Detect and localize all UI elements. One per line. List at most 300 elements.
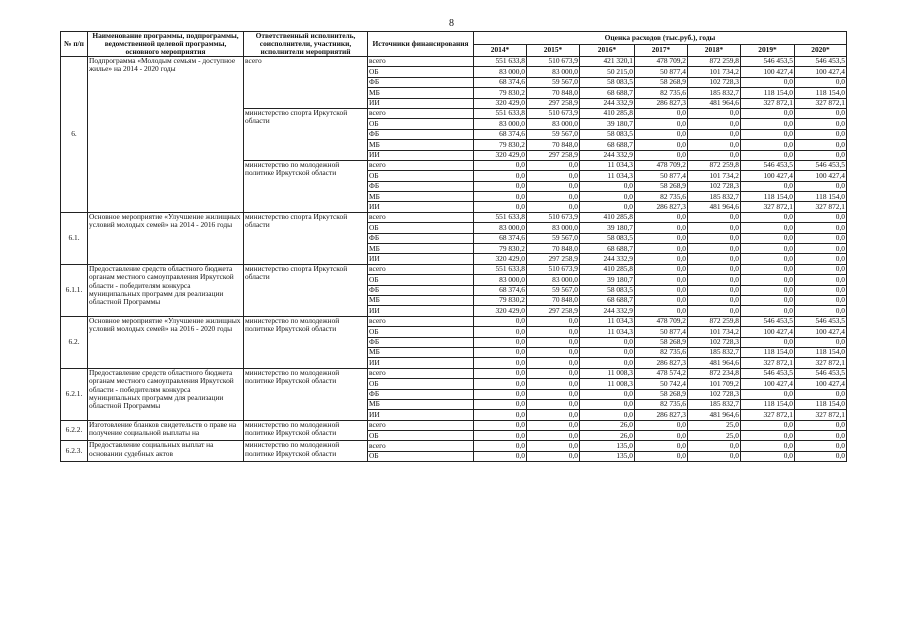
amount-cell: 50 877,4 bbox=[635, 327, 688, 337]
amount-cell: 83 000,0 bbox=[527, 67, 580, 77]
amount-cell: 0,0 bbox=[741, 441, 795, 451]
amount-cell: 0,0 bbox=[580, 347, 635, 357]
amount-cell: 0,0 bbox=[474, 202, 527, 212]
amount-cell: 100 427,4 bbox=[741, 379, 795, 389]
amount-cell: 0,0 bbox=[474, 410, 527, 420]
header-year: 2018* bbox=[688, 44, 741, 57]
amount-cell: 297 258,9 bbox=[527, 150, 580, 160]
amount-cell: 58 083,5 bbox=[580, 77, 635, 87]
header-year: 2017* bbox=[635, 44, 688, 57]
amount-cell: 0,0 bbox=[474, 389, 527, 399]
amount-cell: 510 673,9 bbox=[527, 108, 580, 118]
amount-cell: 286 827,3 bbox=[635, 410, 688, 420]
amount-cell: 0,0 bbox=[688, 264, 741, 274]
amount-cell: 327 872,1 bbox=[741, 98, 795, 108]
header-year: 2019* bbox=[741, 44, 795, 57]
amount-cell: 551 633,8 bbox=[474, 57, 527, 67]
amount-cell: 0,0 bbox=[795, 451, 847, 461]
funding-source: всего bbox=[368, 264, 474, 274]
amount-cell: 0,0 bbox=[741, 223, 795, 233]
funding-source: МБ bbox=[368, 88, 474, 98]
amount-cell: 68 688,7 bbox=[580, 295, 635, 305]
item-number: 6.1.1. bbox=[61, 264, 88, 316]
amount-cell: 118 154,0 bbox=[795, 88, 847, 98]
amount-cell: 0,0 bbox=[688, 129, 741, 139]
funding-source: ОБ bbox=[368, 431, 474, 441]
amount-cell: 551 633,8 bbox=[474, 212, 527, 222]
funding-source: ФБ bbox=[368, 337, 474, 347]
funding-source: МБ bbox=[368, 192, 474, 202]
amount-cell: 546 453,5 bbox=[795, 160, 847, 170]
funding-source: ОБ bbox=[368, 223, 474, 233]
amount-cell: 185 832,7 bbox=[688, 192, 741, 202]
amount-cell: 0,0 bbox=[474, 171, 527, 181]
amount-cell: 0,0 bbox=[635, 140, 688, 150]
header-source: Источники финансирования bbox=[368, 32, 474, 57]
amount-cell: 70 848,0 bbox=[527, 88, 580, 98]
amount-cell: 0,0 bbox=[527, 202, 580, 212]
amount-cell: 25,0 bbox=[688, 420, 741, 430]
funding-source: МБ bbox=[368, 295, 474, 305]
amount-cell: 0,0 bbox=[474, 316, 527, 326]
amount-cell: 118 154,0 bbox=[741, 192, 795, 202]
amount-cell: 102 728,3 bbox=[688, 181, 741, 191]
amount-cell: 0,0 bbox=[580, 358, 635, 368]
amount-cell: 0,0 bbox=[741, 140, 795, 150]
funding-source: всего bbox=[368, 57, 474, 67]
amount-cell: 185 832,7 bbox=[688, 347, 741, 357]
item-name: Основное мероприятие «Улучшение жилищных условий молодых семей» на 2016 - 2020 годы bbox=[88, 316, 244, 368]
amount-cell: 0,0 bbox=[527, 171, 580, 181]
funding-source: ИИ bbox=[368, 202, 474, 212]
funding-source: МБ bbox=[368, 347, 474, 357]
amount-cell: 26,0 bbox=[580, 431, 635, 441]
responsible-executor: министерство спорта Иркутской области bbox=[244, 212, 368, 264]
header-responsible: Ответственный исполнитель, соисполнители, участники, исполнители мероприятий bbox=[244, 32, 368, 57]
amount-cell: 0,0 bbox=[635, 275, 688, 285]
amount-cell: 0,0 bbox=[527, 368, 580, 378]
amount-cell: 79 830,2 bbox=[474, 244, 527, 254]
amount-cell: 0,0 bbox=[795, 275, 847, 285]
amount-cell: 50 215,0 bbox=[580, 67, 635, 77]
amount-cell: 185 832,7 bbox=[688, 399, 741, 409]
amount-cell: 244 332,9 bbox=[580, 254, 635, 264]
amount-cell: 26,0 bbox=[580, 420, 635, 430]
amount-cell: 551 633,8 bbox=[474, 264, 527, 274]
amount-cell: 11 034,3 bbox=[580, 171, 635, 181]
amount-cell: 0,0 bbox=[795, 223, 847, 233]
amount-cell: 286 827,3 bbox=[635, 98, 688, 108]
amount-cell: 410 285,8 bbox=[580, 212, 635, 222]
amount-cell: 0,0 bbox=[795, 244, 847, 254]
amount-cell: 0,0 bbox=[688, 295, 741, 305]
amount-cell: 0,0 bbox=[688, 306, 741, 316]
amount-cell: 82 735,6 bbox=[635, 399, 688, 409]
amount-cell: 0,0 bbox=[474, 337, 527, 347]
amount-cell: 11 008,3 bbox=[580, 379, 635, 389]
amount-cell: 50 877,4 bbox=[635, 67, 688, 77]
amount-cell: 0,0 bbox=[795, 150, 847, 160]
funding-source: МБ bbox=[368, 399, 474, 409]
amount-cell: 0,0 bbox=[474, 431, 527, 441]
item-number: 6.2. bbox=[61, 316, 88, 368]
amount-cell: 0,0 bbox=[795, 295, 847, 305]
amount-cell: 11 034,3 bbox=[580, 327, 635, 337]
funding-source: ИИ bbox=[368, 150, 474, 160]
amount-cell: 68 688,7 bbox=[580, 140, 635, 150]
funding-source: всего bbox=[368, 160, 474, 170]
amount-cell: 0,0 bbox=[635, 420, 688, 430]
funding-source: ОБ bbox=[368, 119, 474, 129]
amount-cell: 118 154,0 bbox=[795, 399, 847, 409]
amount-cell: 0,0 bbox=[635, 119, 688, 129]
amount-cell: 100 427,4 bbox=[795, 171, 847, 181]
amount-cell: 0,0 bbox=[688, 212, 741, 222]
header-year: 2014* bbox=[474, 44, 527, 57]
amount-cell: 0,0 bbox=[741, 389, 795, 399]
amount-cell: 244 332,9 bbox=[580, 98, 635, 108]
amount-cell: 0,0 bbox=[741, 275, 795, 285]
amount-cell: 872 259,8 bbox=[688, 316, 741, 326]
header-expenses-group: Оценка расходов (тыс.руб.), годы bbox=[474, 32, 847, 45]
amount-cell: 100 427,4 bbox=[741, 327, 795, 337]
amount-cell: 83 000,0 bbox=[527, 119, 580, 129]
item-number: 6.2.2. bbox=[61, 420, 88, 441]
amount-cell: 59 567,0 bbox=[527, 77, 580, 87]
amount-cell: 0,0 bbox=[688, 119, 741, 129]
amount-cell: 0,0 bbox=[635, 451, 688, 461]
amount-cell: 0,0 bbox=[741, 212, 795, 222]
amount-cell: 0,0 bbox=[527, 399, 580, 409]
amount-cell: 421 320,1 bbox=[580, 57, 635, 67]
header-num: № п/п bbox=[61, 32, 88, 57]
amount-cell: 0,0 bbox=[527, 431, 580, 441]
amount-cell: 0,0 bbox=[580, 202, 635, 212]
amount-cell: 327 872,1 bbox=[741, 358, 795, 368]
amount-cell: 0,0 bbox=[474, 327, 527, 337]
amount-cell: 0,0 bbox=[474, 192, 527, 202]
amount-cell: 546 453,5 bbox=[741, 57, 795, 67]
amount-cell: 0,0 bbox=[527, 181, 580, 191]
amount-cell: 0,0 bbox=[474, 451, 527, 461]
amount-cell: 297 258,9 bbox=[527, 306, 580, 316]
amount-cell: 872 234,8 bbox=[688, 368, 741, 378]
amount-cell: 0,0 bbox=[688, 275, 741, 285]
responsible-executor: министерство спорта Иркутской области bbox=[244, 108, 368, 160]
amount-cell: 0,0 bbox=[527, 347, 580, 357]
amount-cell: 0,0 bbox=[795, 420, 847, 430]
responsible-executor: министерство по молодежной политике Иркутской области bbox=[244, 368, 368, 420]
amount-cell: 546 453,5 bbox=[741, 316, 795, 326]
amount-cell: 118 154,0 bbox=[795, 192, 847, 202]
amount-cell: 0,0 bbox=[741, 254, 795, 264]
amount-cell: 68 374,6 bbox=[474, 77, 527, 87]
amount-cell: 83 000,0 bbox=[474, 119, 527, 129]
amount-cell: 0,0 bbox=[741, 244, 795, 254]
item-number: 6.1. bbox=[61, 212, 88, 264]
amount-cell: 0,0 bbox=[688, 244, 741, 254]
amount-cell: 101 734,2 bbox=[688, 67, 741, 77]
amount-cell: 101 734,2 bbox=[688, 327, 741, 337]
amount-cell: 100 427,4 bbox=[741, 67, 795, 77]
amount-cell: 68 374,6 bbox=[474, 233, 527, 243]
amount-cell: 0,0 bbox=[527, 389, 580, 399]
amount-cell: 0,0 bbox=[527, 358, 580, 368]
amount-cell: 0,0 bbox=[527, 192, 580, 202]
header-year: 2015* bbox=[527, 44, 580, 57]
amount-cell: 102 728,3 bbox=[688, 77, 741, 87]
funding-source: ФБ bbox=[368, 389, 474, 399]
item-name: Предоставление средств областного бюджета органам местного самоуправления Иркутской области - победителям конкурса муниципальных программ для реализации областной Программы bbox=[88, 368, 244, 420]
amount-cell: 0,0 bbox=[527, 420, 580, 430]
amount-cell: 0,0 bbox=[688, 233, 741, 243]
amount-cell: 100 427,4 bbox=[795, 67, 847, 77]
amount-cell: 0,0 bbox=[635, 441, 688, 451]
amount-cell: 0,0 bbox=[795, 264, 847, 274]
amount-cell: 0,0 bbox=[741, 77, 795, 87]
amount-cell: 0,0 bbox=[688, 150, 741, 160]
table-row bbox=[61, 368, 847, 378]
amount-cell: 327 872,1 bbox=[795, 358, 847, 368]
amount-cell: 58 268,9 bbox=[635, 337, 688, 347]
amount-cell: 185 832,7 bbox=[688, 88, 741, 98]
amount-cell: 0,0 bbox=[580, 389, 635, 399]
page-number: 8 bbox=[449, 18, 454, 29]
amount-cell: 0,0 bbox=[795, 181, 847, 191]
funding-source: ФБ bbox=[368, 77, 474, 87]
amount-cell: 0,0 bbox=[741, 108, 795, 118]
funding-source: ИИ bbox=[368, 410, 474, 420]
funding-source: МБ bbox=[368, 140, 474, 150]
amount-cell: 320 429,0 bbox=[474, 306, 527, 316]
amount-cell: 320 429,0 bbox=[474, 254, 527, 264]
amount-cell: 0,0 bbox=[795, 233, 847, 243]
amount-cell: 0,0 bbox=[635, 264, 688, 274]
funding-source: всего bbox=[368, 212, 474, 222]
amount-cell: 0,0 bbox=[688, 108, 741, 118]
amount-cell: 0,0 bbox=[741, 181, 795, 191]
amount-cell: 0,0 bbox=[795, 119, 847, 129]
amount-cell: 478 574,2 bbox=[635, 368, 688, 378]
table-row bbox=[61, 441, 847, 451]
funding-source: ОБ bbox=[368, 275, 474, 285]
amount-cell: 320 429,0 bbox=[474, 98, 527, 108]
amount-cell: 327 872,1 bbox=[741, 202, 795, 212]
amount-cell: 70 848,0 bbox=[527, 295, 580, 305]
amount-cell: 297 258,9 bbox=[527, 98, 580, 108]
funding-source: ФБ bbox=[368, 285, 474, 295]
responsible-executor: министерство спорта Иркутской области bbox=[244, 264, 368, 316]
amount-cell: 58 268,9 bbox=[635, 77, 688, 87]
amount-cell: 102 728,3 bbox=[688, 389, 741, 399]
amount-cell: 118 154,0 bbox=[741, 88, 795, 98]
amount-cell: 410 285,8 bbox=[580, 264, 635, 274]
funding-source: ОБ bbox=[368, 171, 474, 181]
amount-cell: 0,0 bbox=[527, 441, 580, 451]
amount-cell: 546 453,5 bbox=[741, 160, 795, 170]
funding-source: ИИ bbox=[368, 254, 474, 264]
amount-cell: 0,0 bbox=[741, 451, 795, 461]
amount-cell: 0,0 bbox=[527, 160, 580, 170]
amount-cell: 11 034,3 bbox=[580, 160, 635, 170]
amount-cell: 0,0 bbox=[795, 441, 847, 451]
amount-cell: 70 848,0 bbox=[527, 244, 580, 254]
amount-cell: 0,0 bbox=[741, 295, 795, 305]
amount-cell: 0,0 bbox=[741, 264, 795, 274]
item-name: Предоставление средств областного бюджета органам местного самоуправления Иркутской области - победителям конкурса муниципальных программ для реализации областной Программы bbox=[88, 264, 244, 316]
amount-cell: 101 734,2 bbox=[688, 171, 741, 181]
amount-cell: 0,0 bbox=[527, 337, 580, 347]
amount-cell: 58 083,5 bbox=[580, 285, 635, 295]
amount-cell: 510 673,9 bbox=[527, 264, 580, 274]
funding-source: ОБ bbox=[368, 327, 474, 337]
amount-cell: 327 872,1 bbox=[795, 410, 847, 420]
amount-cell: 0,0 bbox=[741, 306, 795, 316]
funding-source: ИИ bbox=[368, 358, 474, 368]
amount-cell: 0,0 bbox=[741, 150, 795, 160]
amount-cell: 39 180,7 bbox=[580, 223, 635, 233]
amount-cell: 0,0 bbox=[741, 129, 795, 139]
amount-cell: 481 964,6 bbox=[688, 358, 741, 368]
amount-cell: 11 034,3 bbox=[580, 316, 635, 326]
amount-cell: 0,0 bbox=[474, 160, 527, 170]
amount-cell: 410 285,8 bbox=[580, 108, 635, 118]
funding-source: всего bbox=[368, 108, 474, 118]
amount-cell: 0,0 bbox=[527, 410, 580, 420]
amount-cell: 83 000,0 bbox=[527, 223, 580, 233]
amount-cell: 0,0 bbox=[795, 389, 847, 399]
amount-cell: 118 154,0 bbox=[795, 347, 847, 357]
amount-cell: 100 427,4 bbox=[741, 171, 795, 181]
funding-source: всего bbox=[368, 368, 474, 378]
amount-cell: 0,0 bbox=[795, 337, 847, 347]
amount-cell: 118 154,0 bbox=[741, 399, 795, 409]
amount-cell: 82 735,6 bbox=[635, 347, 688, 357]
amount-cell: 0,0 bbox=[795, 431, 847, 441]
amount-cell: 327 872,1 bbox=[795, 98, 847, 108]
amount-cell: 0,0 bbox=[635, 129, 688, 139]
amount-cell: 58 268,9 bbox=[635, 181, 688, 191]
amount-cell: 0,0 bbox=[527, 327, 580, 337]
amount-cell: 82 735,6 bbox=[635, 88, 688, 98]
table-row bbox=[61, 420, 847, 430]
amount-cell: 0,0 bbox=[795, 254, 847, 264]
amount-cell: 244 332,9 bbox=[580, 306, 635, 316]
amount-cell: 0,0 bbox=[795, 77, 847, 87]
amount-cell: 0,0 bbox=[795, 306, 847, 316]
amount-cell: 58 083,5 bbox=[580, 233, 635, 243]
amount-cell: 286 827,3 bbox=[635, 358, 688, 368]
amount-cell: 0,0 bbox=[635, 254, 688, 264]
table-row bbox=[61, 316, 847, 326]
item-name: Основное мероприятие «Улучшение жилищных условий молодых семей» на 2014 - 2016 годы bbox=[88, 212, 244, 264]
table-row bbox=[61, 264, 847, 274]
amount-cell: 50 742,4 bbox=[635, 379, 688, 389]
amount-cell: 0,0 bbox=[741, 285, 795, 295]
amount-cell: 79 830,2 bbox=[474, 295, 527, 305]
amount-cell: 244 332,9 bbox=[580, 150, 635, 160]
amount-cell: 118 154,0 bbox=[741, 347, 795, 357]
amount-cell: 100 427,4 bbox=[795, 327, 847, 337]
amount-cell: 50 877,4 bbox=[635, 171, 688, 181]
header-year: 2016* bbox=[580, 44, 635, 57]
amount-cell: 0,0 bbox=[580, 181, 635, 191]
amount-cell: 59 567,0 bbox=[527, 285, 580, 295]
amount-cell: 83 000,0 bbox=[527, 275, 580, 285]
amount-cell: 0,0 bbox=[527, 316, 580, 326]
table-row bbox=[61, 57, 847, 67]
amount-cell: 478 709,2 bbox=[635, 160, 688, 170]
amount-cell: 83 000,0 bbox=[474, 223, 527, 233]
amount-cell: 0,0 bbox=[635, 212, 688, 222]
amount-cell: 478 709,2 bbox=[635, 316, 688, 326]
amount-cell: 0,0 bbox=[741, 420, 795, 430]
amount-cell: 327 872,1 bbox=[795, 202, 847, 212]
amount-cell: 0,0 bbox=[474, 347, 527, 357]
amount-cell: 478 709,2 bbox=[635, 57, 688, 67]
amount-cell: 551 633,8 bbox=[474, 108, 527, 118]
amount-cell: 11 008,3 bbox=[580, 368, 635, 378]
amount-cell: 0,0 bbox=[474, 181, 527, 191]
amount-cell: 0,0 bbox=[474, 368, 527, 378]
funding-source: ОБ bbox=[368, 451, 474, 461]
funding-source: всего bbox=[368, 420, 474, 430]
amount-cell: 102 728,3 bbox=[688, 337, 741, 347]
amount-cell: 0,0 bbox=[635, 233, 688, 243]
funding-source: МБ bbox=[368, 244, 474, 254]
amount-cell: 39 180,7 bbox=[580, 275, 635, 285]
amount-cell: 0,0 bbox=[635, 150, 688, 160]
amount-cell: 135,0 bbox=[580, 451, 635, 461]
amount-cell: 79 830,2 bbox=[474, 140, 527, 150]
amount-cell: 79 830,2 bbox=[474, 88, 527, 98]
item-name: Подпрограмма «Молодым семьям - доступное жилье» на 2014 - 2020 годы bbox=[88, 57, 244, 213]
amount-cell: 0,0 bbox=[635, 244, 688, 254]
amount-cell: 297 258,9 bbox=[527, 254, 580, 264]
amount-cell: 39 180,7 bbox=[580, 119, 635, 129]
amount-cell: 0,0 bbox=[474, 420, 527, 430]
amount-cell: 68 688,7 bbox=[580, 88, 635, 98]
funding-source: ФБ bbox=[368, 129, 474, 139]
amount-cell: 0,0 bbox=[688, 285, 741, 295]
amount-cell: 0,0 bbox=[580, 192, 635, 202]
item-number: 6.2.1. bbox=[61, 368, 88, 420]
item-number: 6. bbox=[61, 57, 88, 213]
amount-cell: 0,0 bbox=[580, 399, 635, 409]
amount-cell: 0,0 bbox=[688, 140, 741, 150]
amount-cell: 0,0 bbox=[527, 451, 580, 461]
amount-cell: 286 827,3 bbox=[635, 202, 688, 212]
amount-cell: 58 268,9 bbox=[635, 389, 688, 399]
amount-cell: 0,0 bbox=[474, 441, 527, 451]
funding-source: ИИ bbox=[368, 98, 474, 108]
amount-cell: 510 673,9 bbox=[527, 212, 580, 222]
amount-cell: 0,0 bbox=[635, 306, 688, 316]
amount-cell: 83 000,0 bbox=[474, 275, 527, 285]
amount-cell: 0,0 bbox=[474, 358, 527, 368]
amount-cell: 82 735,6 bbox=[635, 192, 688, 202]
responsible-executor: министерство по молодежной политике Иркутской области bbox=[244, 160, 368, 212]
amount-cell: 25,0 bbox=[688, 431, 741, 441]
budget-table bbox=[60, 31, 847, 462]
funding-source: ФБ bbox=[368, 181, 474, 191]
amount-cell: 68 688,7 bbox=[580, 244, 635, 254]
amount-cell: 872 259,8 bbox=[688, 57, 741, 67]
funding-source: ОБ bbox=[368, 379, 474, 389]
amount-cell: 0,0 bbox=[635, 431, 688, 441]
funding-source: всего bbox=[368, 441, 474, 451]
amount-cell: 0,0 bbox=[741, 337, 795, 347]
